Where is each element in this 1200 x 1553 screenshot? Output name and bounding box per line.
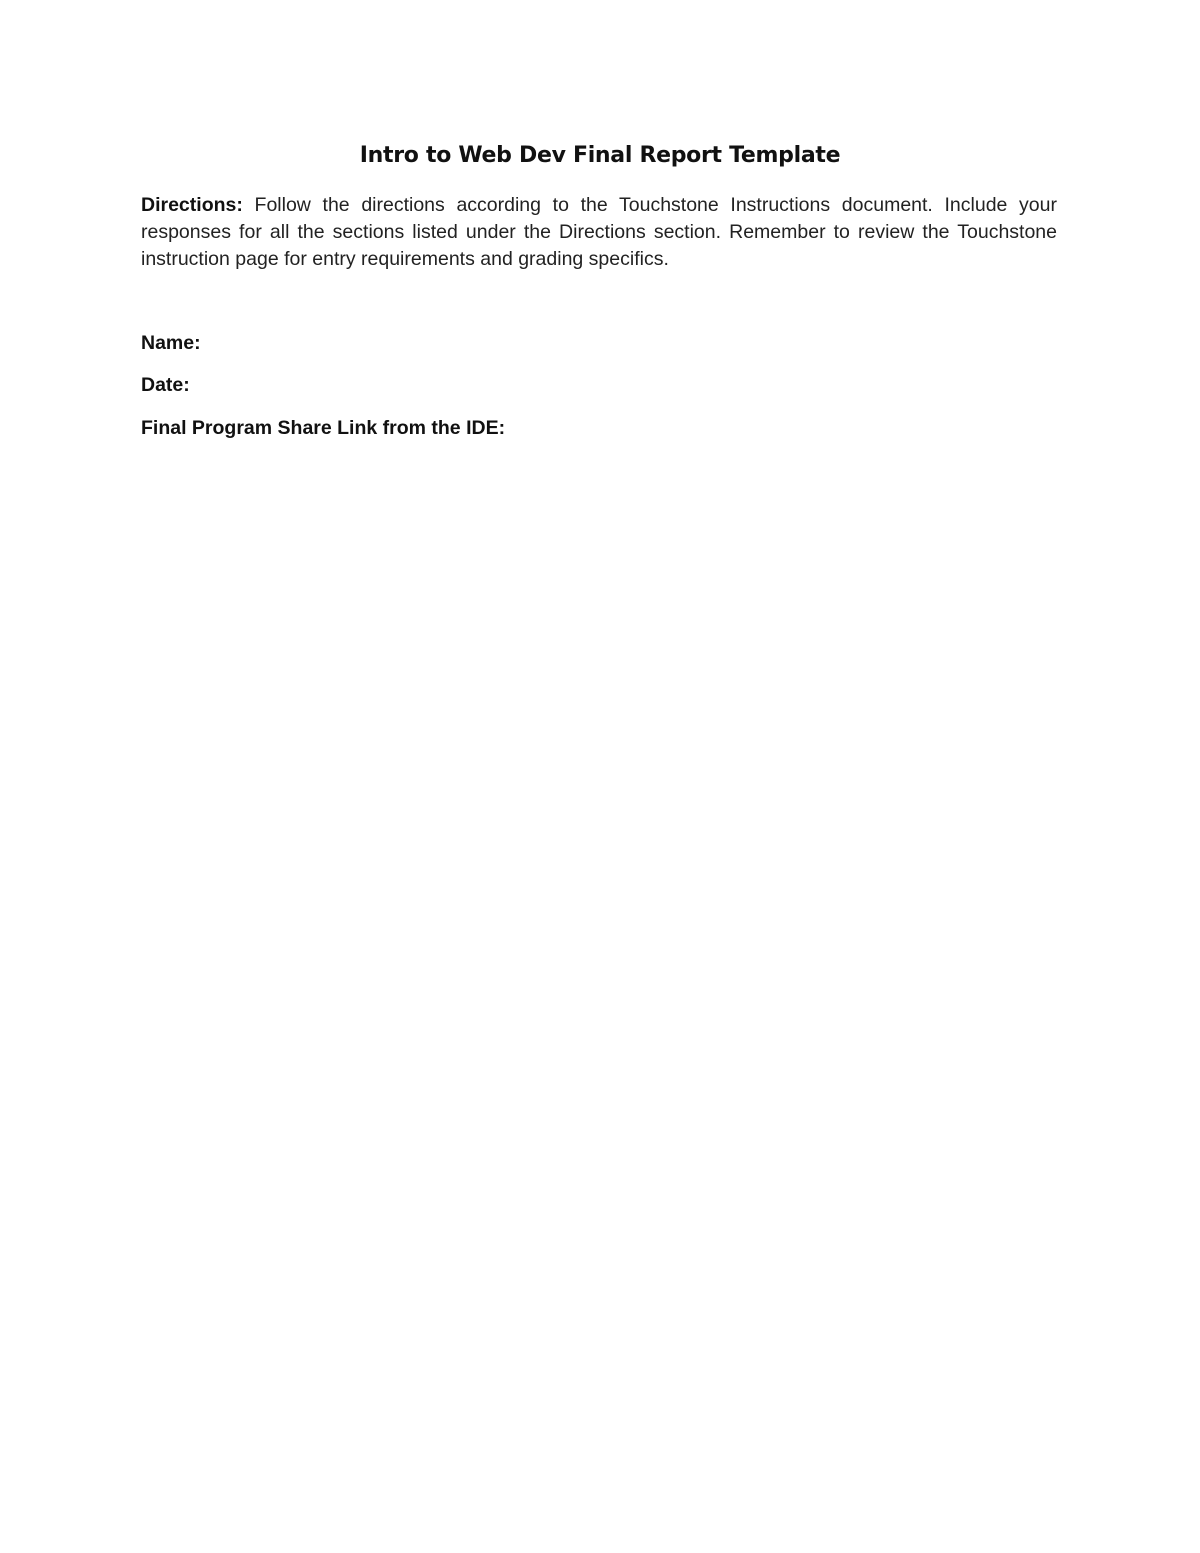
directions-text: Follow the directions according to the Touchstone Instructions document. Include your responses for all the sections listed under the Directions section. Remember to review the Touchstone instruction page for entry requirements and grading specifics.	[141, 194, 1057, 270]
directions-label: Directions:	[141, 194, 243, 216]
directions-paragraph	[141, 192, 1057, 273]
share-link-field-label: Final Program Share Link from the IDE:	[141, 417, 506, 439]
name-field-label: Name:	[141, 332, 201, 354]
date-field-label: Date:	[141, 374, 190, 396]
document-title: Intro to Web Dev Final Report Template	[359, 143, 841, 168]
